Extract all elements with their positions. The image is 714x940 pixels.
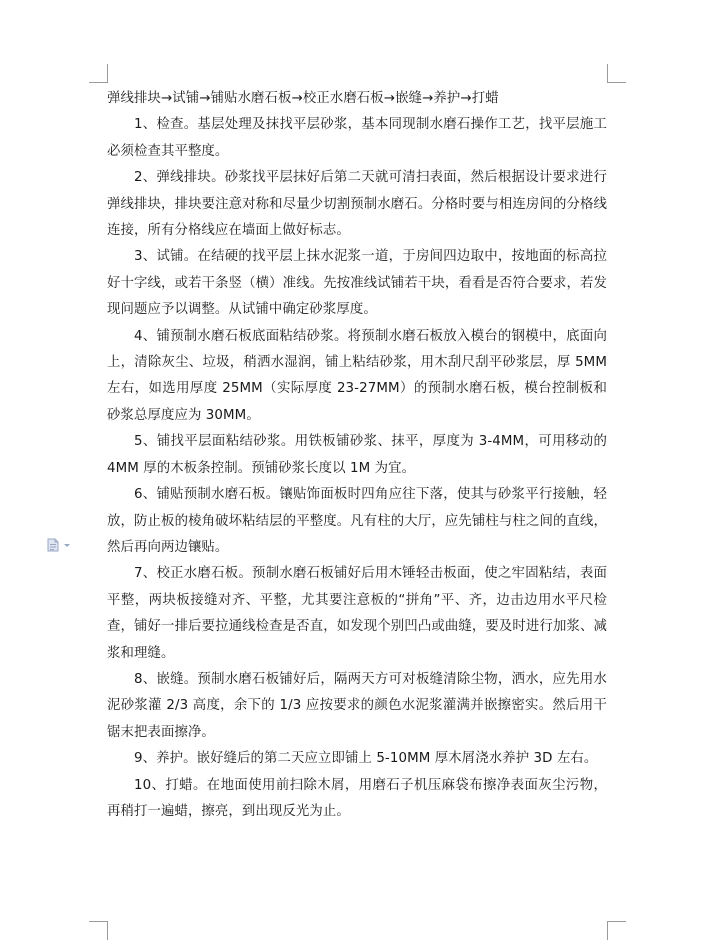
paragraph-line-layout: 2、弹线排块。砂浆找平层抹好后第二天就可清扫表面，然后根据设计要求进行弹线排块，排块要注意对称和尽量少切割预制水磨石。分格时要与相连房间的分格线连接，所有分格线应在墙面上做好标志。 [107,170,607,239]
paragraph-leveling-mortar: 5、铺找平层面粘结砂浆。用铁板铺砂浆、抹平，厚度为 3-4MM，可用移动的 4MM 厚的木板条控制。预铺砂浆长度以 1M 为宜。 [107,434,607,476]
paragraph-board-correction: 7、校正水磨石板。预制水磨石板铺好后用木锤轻击板面，使之牢固粘结，表面平整，两块板接缝对齐、平整，尤其要注意板的“拼角”平、齐，边击边用水平尺检查，铺好一排后要拉通线检查是否直，如发现个别凹凸或曲缝，要及时进行加浆、减浆和理缝。 [107,566,607,661]
margin-corner-bottom-right [607,921,626,940]
document-body [107,86,607,825]
paragraph-inspection: 1、检查。基层处理及抹找平层砂浆，基本同现制水磨石操作工艺，找平层施工必须检查其平整度。 [107,117,607,159]
paragraph-trial-laying: 3、试铺。在结硬的找平层上抹水泥浆一道，于房间四边取中，按地面的标高拉好十字线，或若干条竖（横）准线。先按准线试铺若干块，看看是否符合要求，若发现问题应予以调整。从试铺中确定砂浆厚度。 [107,249,607,318]
margin-corner-top-left [89,64,108,83]
paragraph-jointing: 8、嵌缝。预制水磨石板铺好后，隔两天方可对板缝清除尘物，洒水，应先用水泥砂浆灌 2/3 高度，余下的 1/3 应按要求的颜色水泥浆灌满并嵌擦密实。然后用干锯末把表面擦净。 [107,671,607,740]
margin-corner-bottom-left [89,921,108,940]
paragraph-board-laying: 6、铺贴预制水磨石板。镶贴饰面板时四角应往下落，使其与砂浆平行接触，轻放，防止板的棱角破坏粘结层的平整度。凡有柱的大厅，应先铺柱与柱之间的直线，然后再向两边镶贴。 [107,487,607,555]
process-flow-line: 弹线排块→试铺→铺贴水磨石板→校正水磨石板→嵌缝→养护→打蜡 [107,91,499,106]
margin-corner-top-right [607,64,626,83]
paragraph-curing: 9、养护。嵌好缝后的第二天应立即铺上 5-10MM 厚木屑浇水养护 3D 左右。 [134,751,598,767]
paragraph-board-mortar: 4、铺预制水磨石板底面粘结砂浆。将预制水磨石板放入模台的钢模中，底面向上，清除灰尘、垃圾，稍洒水湿润，铺上粘结砂浆，用木刮尺刮平砂浆层，厚 5MM 左右，如选用厚度 25MM（实际厚度 23-27MM）的预制水磨石板，模台控制板和砂浆总厚度应为 30MM。 [107,328,607,423]
document-icon[interactable] [46,537,74,551]
paragraph-waxing: 10、打蜡。在地面使用前扫除木屑，用磨石子机压麻袋布擦净表面灰尘污物，再稍打一遍蜡，擦亮，到出现反光为止。 [107,777,607,819]
